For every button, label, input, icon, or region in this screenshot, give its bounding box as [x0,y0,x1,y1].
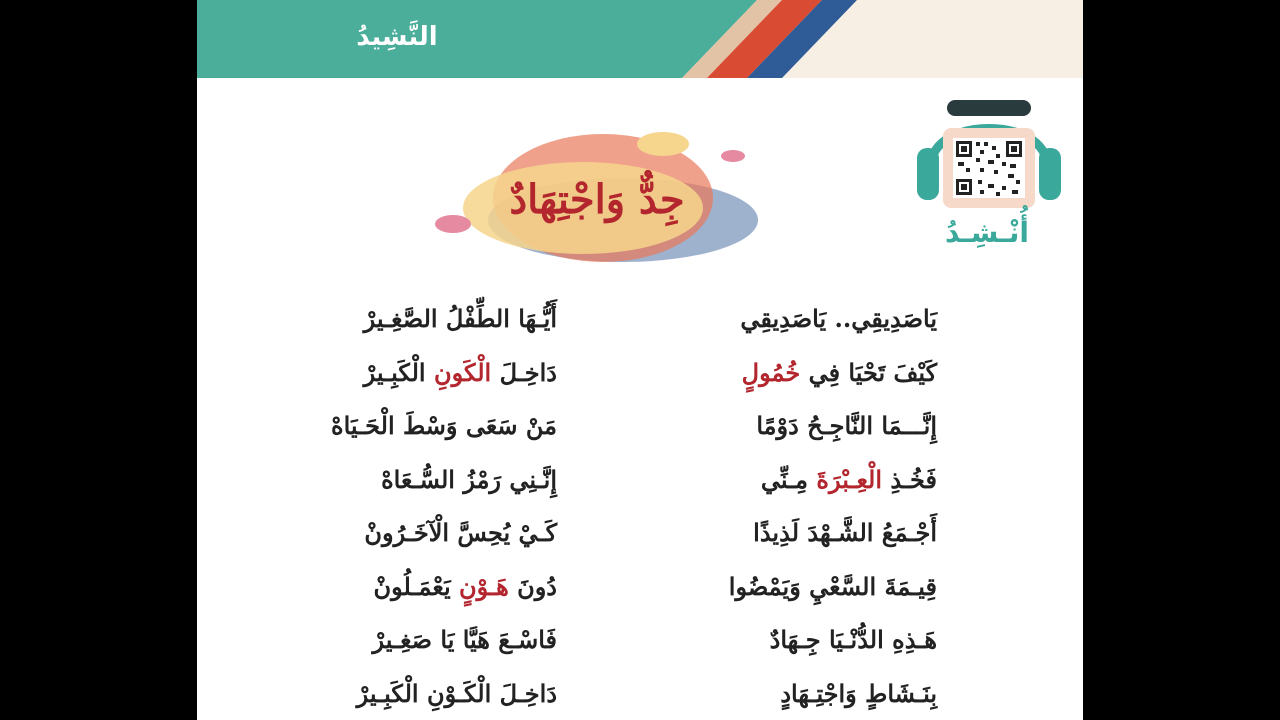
verse-text: كَـيْ يُحِسَّ الْآخَـرُونْ [364,518,557,547]
verse-text: دُونَ [508,571,557,601]
verse-text: هَـذِهِ الدُّنْـيَا جِـهَادٌ [769,625,937,654]
poem-right-column [637,292,937,720]
poem-line [257,453,557,507]
headphones-qr-icon[interactable] [909,96,1069,211]
poem-line [257,560,557,614]
verse-text: يَعْمَـلُونْ [373,571,460,601]
highlighted-word: الْكَونِ [433,357,492,387]
poem-line [257,613,557,667]
poem-line [637,613,937,667]
verse-text: فَاسْـعَ هَيَّا يَا صَغِـيرْ [372,625,557,654]
poem-line [257,667,557,720]
verse-text: إِنَّـنِي رَمْزُ السُّـعَاهْ [381,464,557,494]
highlighted-word: هَـوْنٍ [459,571,509,601]
verse-text: كَيْفَ تَحْيَا فِي [800,357,937,387]
poem-left-column [257,292,557,720]
section-title: النَّشِيدُ [356,22,438,52]
poem-line [257,292,557,346]
poem-line [257,346,557,400]
verse-text: الْكَبِـيرْ [363,357,434,387]
verse-text: دَاخِـلَ الْكَـوْنِ الْكَبِـيرْ [356,678,557,708]
textbook-page [197,0,1083,720]
poem-title: جِدٌّ وَاجْتِهَادٌ [509,176,685,223]
verse-text: أَجْـمَعُ الشَّـهْدَ لَذِيذًا [753,518,937,547]
verse-text: فَخُـذِ [882,464,937,494]
verse-text: مَنْ سَعَى وَسْطَ الْحَـيَاهْ [331,411,557,440]
poem-line [257,506,557,560]
highlighted-word: الْعِـبْرَةَ [816,464,883,494]
verse-text: دَاخِـلَ [491,357,557,387]
verse-text: قِيـمَةَ السَّعْيِ وَيَمْضُوا [728,571,937,601]
poem-line [637,453,937,507]
listen-label: أُنْـشِـدُ [945,216,1029,249]
poem-line [637,506,937,560]
poem-line [637,292,937,346]
poem-line [257,399,557,453]
poem-line [637,399,937,453]
verse-text: أَيُّـهَا الطِّفْلُ الصَّغِـيرْ [363,304,557,333]
verse-text: يَاصَدِيقِي.. يَاصَدِيقِي [740,304,937,333]
verse-text: إِنَّـــمَا النَّاجِـحُ دَوْمًا [756,411,937,440]
highlighted-word: خُمُولٍ [741,357,801,387]
poem-line [637,346,937,400]
verse-text: بِنَـشَاطٍ وَاجْتِـهَادٍ [780,678,937,708]
verse-text: مِـنِّي [760,464,817,494]
poem-line [637,560,937,614]
poem-line [637,667,937,720]
